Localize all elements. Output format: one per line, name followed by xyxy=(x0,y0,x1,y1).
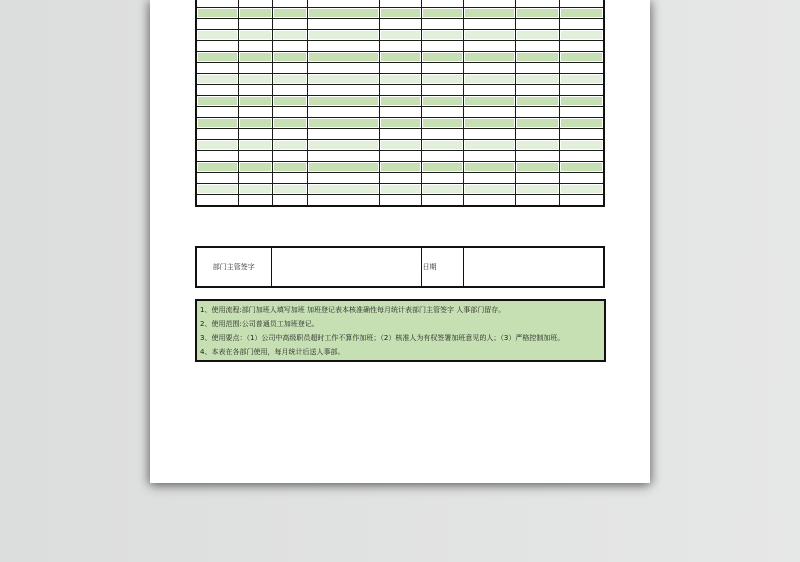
usage-notes xyxy=(195,299,606,362)
table-cell[interactable] xyxy=(515,0,559,8)
table-row xyxy=(196,140,604,151)
table-cell[interactable] xyxy=(196,151,238,162)
table-row xyxy=(196,162,604,173)
table-cell[interactable] xyxy=(379,96,421,107)
table-cell[interactable] xyxy=(196,19,238,30)
table-cell[interactable] xyxy=(238,151,272,162)
table-cell[interactable] xyxy=(379,19,421,30)
table-cell[interactable] xyxy=(421,41,463,52)
table-cell[interactable] xyxy=(307,63,379,74)
date-label: 日期 xyxy=(421,247,463,287)
table-cell[interactable] xyxy=(272,30,307,41)
table-cell[interactable] xyxy=(238,140,272,151)
table-cell[interactable] xyxy=(421,107,463,118)
table-cell[interactable] xyxy=(559,173,604,184)
table-cell[interactable] xyxy=(379,107,421,118)
table-cell[interactable] xyxy=(421,85,463,96)
document-page xyxy=(150,0,650,483)
table-cell[interactable] xyxy=(196,173,238,184)
note-item: 1、使用流程:部门加班人填写加班 加班登记表本核准确性每月统计表部门主管签字 人事部门留存。 xyxy=(200,306,506,314)
table-cell[interactable] xyxy=(463,41,515,52)
table-cell[interactable] xyxy=(463,151,515,162)
table-row xyxy=(196,173,604,184)
table-cell[interactable] xyxy=(196,30,238,41)
table-cell[interactable] xyxy=(463,74,515,85)
table-cell[interactable] xyxy=(379,140,421,151)
table-cell[interactable] xyxy=(307,52,379,63)
table-cell[interactable] xyxy=(379,162,421,173)
table-cell[interactable] xyxy=(307,96,379,107)
table-cell[interactable] xyxy=(421,173,463,184)
table-cell[interactable] xyxy=(463,107,515,118)
table-cell[interactable] xyxy=(421,195,463,207)
table-cell[interactable] xyxy=(196,0,238,8)
table-cell[interactable] xyxy=(196,8,238,19)
table-cell[interactable] xyxy=(379,41,421,52)
table-row xyxy=(196,8,604,19)
table-cell[interactable] xyxy=(515,63,559,74)
table-cell[interactable] xyxy=(238,74,272,85)
table-row xyxy=(196,184,604,195)
table-row xyxy=(196,0,604,8)
table-cell[interactable] xyxy=(272,85,307,96)
note-item: 3、使用要点：（1）公司中高级职员超时工作不算作加班；（2）核准人为有权签署加班意见的人；（3）严格控制加班。 xyxy=(200,334,565,342)
table-cell[interactable] xyxy=(421,63,463,74)
table-cell[interactable] xyxy=(421,74,463,85)
table-cell[interactable] xyxy=(238,19,272,30)
table-cell[interactable] xyxy=(379,173,421,184)
table-cell[interactable] xyxy=(515,107,559,118)
table-cell[interactable] xyxy=(421,0,463,8)
table-cell[interactable] xyxy=(272,41,307,52)
table-cell[interactable] xyxy=(196,96,238,107)
table-cell[interactable] xyxy=(515,52,559,63)
table-cell[interactable] xyxy=(272,162,307,173)
table-cell[interactable] xyxy=(196,41,238,52)
table-cell[interactable] xyxy=(379,129,421,140)
table-cell[interactable] xyxy=(559,63,604,74)
table-cell[interactable] xyxy=(238,85,272,96)
table-cell[interactable] xyxy=(307,162,379,173)
table-cell[interactable] xyxy=(421,118,463,129)
table-cell[interactable] xyxy=(463,129,515,140)
table-cell[interactable] xyxy=(196,74,238,85)
table-cell[interactable] xyxy=(238,129,272,140)
table-row xyxy=(196,74,604,85)
table-cell[interactable] xyxy=(463,118,515,129)
table-cell[interactable] xyxy=(272,74,307,85)
table-cell[interactable] xyxy=(559,195,604,207)
table-cell[interactable] xyxy=(559,96,604,107)
table-cell[interactable] xyxy=(515,129,559,140)
note-item: 4、本表在各部门使用，每月统计后送人事部。 xyxy=(200,348,345,356)
table-cell[interactable] xyxy=(272,151,307,162)
table-cell[interactable] xyxy=(196,52,238,63)
table-cell[interactable] xyxy=(515,162,559,173)
table-cell[interactable] xyxy=(463,19,515,30)
table-row xyxy=(196,151,604,162)
table-row xyxy=(196,129,604,140)
table-cell[interactable] xyxy=(515,85,559,96)
table-cell[interactable] xyxy=(238,41,272,52)
table-cell[interactable] xyxy=(515,19,559,30)
table-cell[interactable] xyxy=(463,140,515,151)
table-cell[interactable] xyxy=(238,162,272,173)
table-cell[interactable] xyxy=(379,30,421,41)
table-cell[interactable] xyxy=(421,151,463,162)
table-cell[interactable] xyxy=(272,8,307,19)
table-cell[interactable] xyxy=(272,129,307,140)
table-cell[interactable] xyxy=(379,85,421,96)
table-cell[interactable] xyxy=(463,52,515,63)
table-cell[interactable] xyxy=(463,8,515,19)
table-cell[interactable] xyxy=(463,184,515,195)
table-cell[interactable] xyxy=(515,118,559,129)
signature-table xyxy=(195,246,605,288)
table-row xyxy=(196,19,604,30)
table-cell[interactable] xyxy=(559,8,604,19)
table-cell[interactable] xyxy=(307,151,379,162)
table-cell[interactable] xyxy=(238,63,272,74)
table-cell[interactable] xyxy=(272,195,307,207)
table-cell[interactable] xyxy=(559,74,604,85)
table-row xyxy=(196,30,604,41)
table-row xyxy=(196,41,604,52)
table-cell[interactable] xyxy=(515,30,559,41)
table-cell[interactable] xyxy=(379,8,421,19)
table-cell[interactable] xyxy=(515,74,559,85)
table-cell[interactable] xyxy=(272,173,307,184)
table-cell[interactable] xyxy=(559,118,604,129)
table-cell[interactable] xyxy=(307,184,379,195)
table-cell[interactable] xyxy=(272,118,307,129)
table-row xyxy=(196,52,604,63)
table-cell[interactable] xyxy=(463,195,515,207)
table-cell[interactable] xyxy=(421,52,463,63)
table-cell[interactable] xyxy=(307,19,379,30)
table-cell[interactable] xyxy=(515,140,559,151)
table-cell[interactable] xyxy=(463,96,515,107)
table-cell[interactable] xyxy=(196,195,238,207)
table-cell[interactable] xyxy=(307,74,379,85)
table-cell[interactable] xyxy=(196,140,238,151)
table-cell[interactable] xyxy=(421,8,463,19)
table-cell[interactable] xyxy=(559,0,604,8)
table-cell[interactable] xyxy=(196,184,238,195)
table-cell[interactable] xyxy=(421,184,463,195)
table-cell[interactable] xyxy=(421,96,463,107)
table-cell[interactable] xyxy=(196,107,238,118)
table-cell[interactable] xyxy=(196,129,238,140)
table-cell[interactable] xyxy=(272,63,307,74)
table-cell[interactable] xyxy=(307,118,379,129)
table-cell[interactable] xyxy=(559,85,604,96)
table-cell[interactable] xyxy=(421,162,463,173)
table-cell[interactable] xyxy=(272,184,307,195)
table-cell[interactable] xyxy=(307,41,379,52)
table-cell[interactable] xyxy=(515,195,559,207)
table-cell[interactable] xyxy=(238,8,272,19)
table-cell[interactable] xyxy=(559,140,604,151)
table-cell[interactable] xyxy=(272,52,307,63)
table-cell[interactable] xyxy=(421,19,463,30)
table-cell[interactable] xyxy=(379,195,421,207)
table-cell[interactable] xyxy=(559,162,604,173)
table-cell[interactable] xyxy=(463,85,515,96)
table-cell[interactable] xyxy=(463,162,515,173)
table-cell[interactable] xyxy=(559,129,604,140)
table-cell[interactable] xyxy=(307,30,379,41)
table-row xyxy=(196,118,604,129)
table-cell[interactable] xyxy=(379,74,421,85)
table-row xyxy=(196,195,604,207)
note-item: 2、使用范围:公司普通员工加班登记。 xyxy=(200,320,319,328)
table-cell[interactable] xyxy=(238,107,272,118)
supervisor-signature-field[interactable] xyxy=(271,247,421,287)
table-cell[interactable] xyxy=(515,41,559,52)
table-cell[interactable] xyxy=(238,0,272,8)
table-cell[interactable] xyxy=(238,195,272,207)
table-cell[interactable] xyxy=(421,140,463,151)
table-cell[interactable] xyxy=(238,118,272,129)
table-cell[interactable] xyxy=(559,52,604,63)
table-cell[interactable] xyxy=(238,184,272,195)
table-cell[interactable] xyxy=(307,173,379,184)
table-cell[interactable] xyxy=(421,30,463,41)
table-cell[interactable] xyxy=(515,173,559,184)
table-cell[interactable] xyxy=(238,30,272,41)
table-cell[interactable] xyxy=(515,184,559,195)
table-cell[interactable] xyxy=(307,107,379,118)
table-cell[interactable] xyxy=(238,52,272,63)
table-cell[interactable] xyxy=(559,151,604,162)
table-cell[interactable] xyxy=(515,8,559,19)
table-cell[interactable] xyxy=(272,107,307,118)
table-cell[interactable] xyxy=(196,63,238,74)
table-cell[interactable] xyxy=(379,63,421,74)
table-cell[interactable] xyxy=(307,0,379,8)
supervisor-signature-label: 部门主管签字 xyxy=(196,247,271,287)
table-cell[interactable] xyxy=(559,41,604,52)
table-cell[interactable] xyxy=(307,129,379,140)
table-cell[interactable] xyxy=(559,107,604,118)
table-cell[interactable] xyxy=(379,151,421,162)
table-cell[interactable] xyxy=(463,63,515,74)
table-cell[interactable] xyxy=(515,96,559,107)
table-cell[interactable] xyxy=(238,96,272,107)
table-cell[interactable] xyxy=(515,151,559,162)
table-row xyxy=(196,63,604,74)
table-cell[interactable] xyxy=(463,173,515,184)
table-cell[interactable] xyxy=(307,85,379,96)
table-cell[interactable] xyxy=(379,184,421,195)
table-cell[interactable] xyxy=(196,162,238,173)
table-row xyxy=(196,96,604,107)
date-field[interactable] xyxy=(463,247,604,287)
table-row xyxy=(196,107,604,118)
table-row xyxy=(196,85,604,96)
table-cell[interactable] xyxy=(379,52,421,63)
table-cell[interactable] xyxy=(196,118,238,129)
table-cell[interactable] xyxy=(307,195,379,207)
table-cell[interactable] xyxy=(307,8,379,19)
table-cell[interactable] xyxy=(463,0,515,8)
table-cell[interactable] xyxy=(463,30,515,41)
table-cell[interactable] xyxy=(196,85,238,96)
table-cell[interactable] xyxy=(272,96,307,107)
table-cell[interactable] xyxy=(379,0,421,8)
table-cell[interactable] xyxy=(238,173,272,184)
table-cell[interactable] xyxy=(421,129,463,140)
table-cell[interactable] xyxy=(272,0,307,8)
table-cell[interactable] xyxy=(272,140,307,151)
table-cell[interactable] xyxy=(379,118,421,129)
table-cell[interactable] xyxy=(307,140,379,151)
table-cell[interactable] xyxy=(559,19,604,30)
table-cell[interactable] xyxy=(559,184,604,195)
table-cell[interactable] xyxy=(559,30,604,41)
table-cell[interactable] xyxy=(272,19,307,30)
overtime-record-table xyxy=(195,0,605,207)
